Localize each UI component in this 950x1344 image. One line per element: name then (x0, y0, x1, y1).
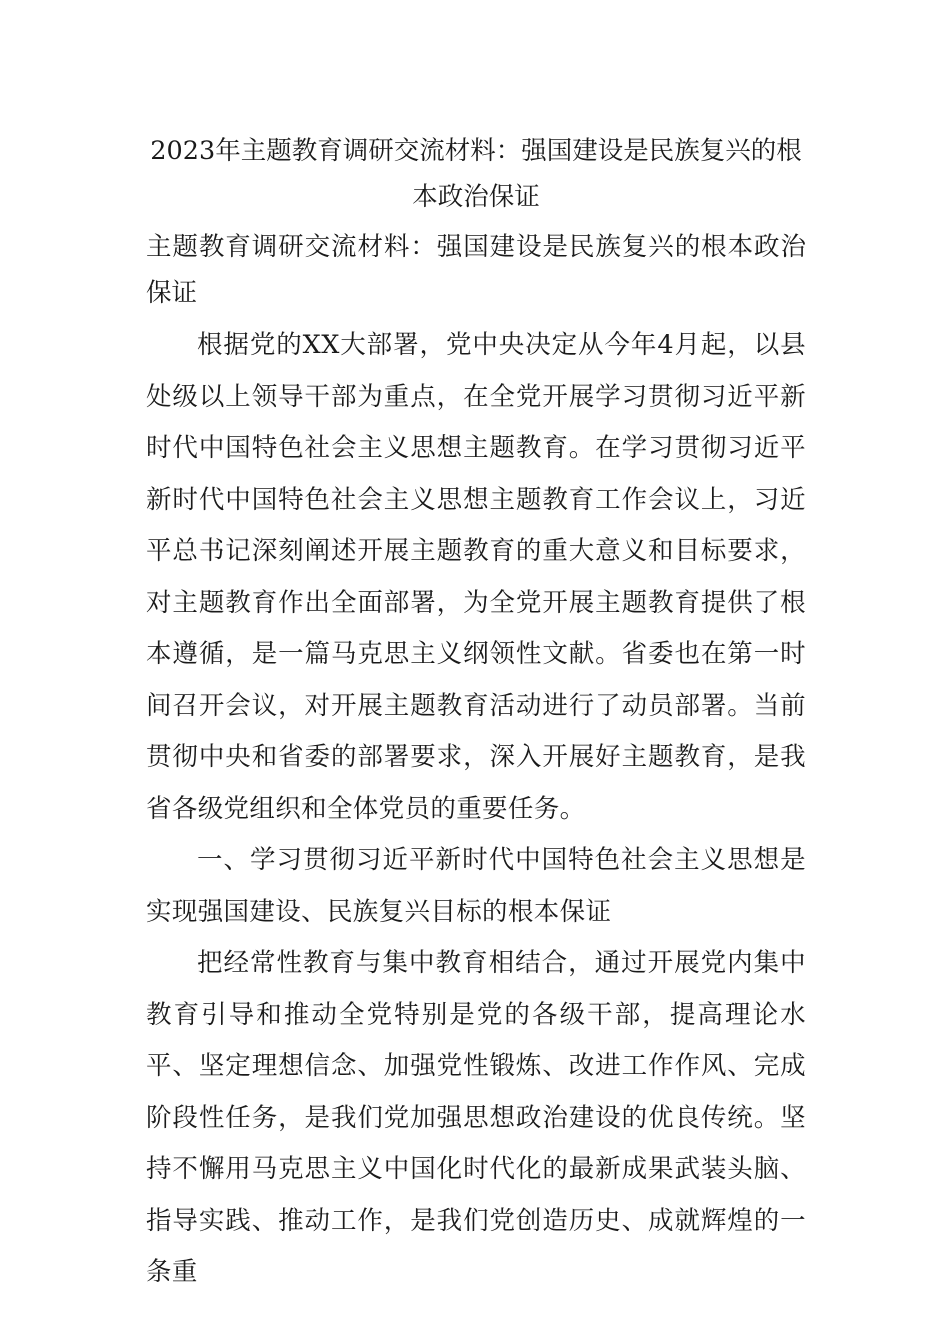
body-paragraph-2: 把经常性教育与集中教育相结合，通过开展党内集中教育引导和推动全党特别是党的各级干部，提高理论水平、坚定理想信念、加强党性锻炼、改进工作作风、完成阶段性任务，是我们党加强思想政治建设的优良传统。坚持不懈用马克思主义中国化时代化的最新成果武装头脑、指导实践、推动工作，是我们党创造历史、成就辉煌的一条重 (146, 948, 806, 1287)
document-subtitle: 主题教育调研交流材料：强国建设是民族复兴的根本政治保证 (146, 232, 806, 308)
body-paragraph-1: 根据党的XX大部署，党中央决定从今年4月起，以县处级以上领导干部为重点，在全党开展学习贯彻习近平新时代中国特色社会主义思想主题教育。在学习贯彻习近平新时代中国特色社会主义思想主题教育工作会议上，习近平总书记深刻阐述开展主题教育的重大意义和目标要求，对主题教育作出全面部署，为全党开展主题教育提供了根本遵循，是一篇马克思主义纲领性文献。省委也在第一时间召开会议，对开展主题教育活动进行了动员部署。当前贯彻中央和省委的部署要求，深入开展好主题教育，是我省各级党组织和全体党员的重要任务。 (146, 330, 806, 824)
document-title: 2023年主题教育调研交流材料：强国建设是民族复兴的根本政治保证 (150, 136, 802, 212)
section-1-heading: 一、学习贯彻习近平新时代中国特色社会主义思想是实现强国建设、民族复兴目标的根本保证 (146, 845, 806, 927)
document-page (146, 128, 806, 1299)
